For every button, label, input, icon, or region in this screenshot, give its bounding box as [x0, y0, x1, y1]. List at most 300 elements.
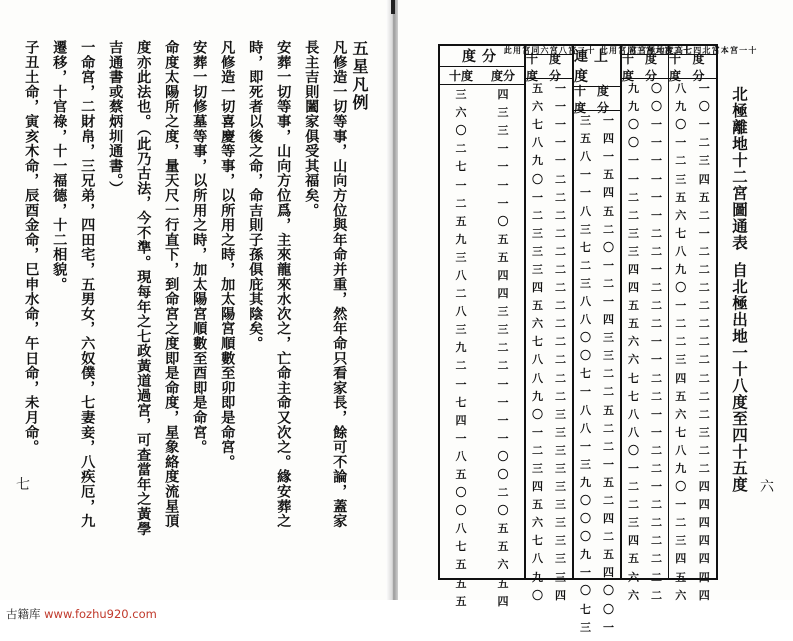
cell-digit: 一	[675, 299, 687, 313]
cell-digit: 二	[698, 208, 710, 222]
table-cell	[440, 555, 524, 573]
cell-digit: 二	[455, 287, 467, 301]
cell-digit: 三	[555, 443, 566, 457]
table-cell	[574, 600, 620, 618]
table-cell	[574, 563, 620, 581]
cell-digit: 七	[628, 389, 639, 403]
cell-digit: 四	[455, 413, 467, 427]
table-cell	[526, 477, 572, 495]
cell-digit: 二	[651, 498, 662, 512]
cell-digit: 八	[532, 552, 543, 566]
table-cell	[622, 224, 668, 242]
cell-digit: 六	[532, 100, 543, 114]
cell-digit: 二	[603, 421, 614, 435]
cell-digit: 四	[603, 132, 614, 146]
column-header-1: 十一宮 本宮北四七 高度地 極宮宮	[628, 46, 758, 54]
cell-digit: 三	[603, 349, 614, 363]
table-cell	[574, 473, 620, 491]
cell-digit: 五	[455, 594, 467, 608]
table-cell	[622, 459, 668, 477]
cell-digit: 三	[580, 620, 591, 634]
cell-digit: 一	[497, 395, 509, 409]
table-cell	[440, 320, 524, 338]
cell-digit: 八	[580, 294, 591, 308]
cell-digit: 二	[603, 367, 614, 381]
table-cell	[574, 111, 620, 129]
cell-digit: 三	[675, 534, 687, 548]
text-column-12: 子丑土命，寅亥木命，辰酉金命，巳申水命，午日命，未月命。	[23, 40, 40, 455]
table-cell	[669, 188, 716, 206]
cell-digit: 〇	[580, 494, 591, 508]
cell-digit: 八	[580, 313, 591, 327]
table-cell	[440, 302, 524, 320]
cell-digit: 五	[675, 389, 687, 403]
cell-digit: 二	[555, 244, 566, 258]
cell-digit: 六	[455, 106, 467, 120]
table-cell	[669, 151, 716, 169]
cell-digit: 二	[651, 516, 662, 530]
cell-digit: 四	[628, 534, 639, 548]
cell-digit: 二	[555, 281, 566, 295]
table-cell	[622, 260, 668, 278]
cell-digit: 三	[580, 276, 591, 290]
cell-digit: 二	[651, 552, 662, 566]
table-cell	[440, 338, 524, 356]
cell-digit: 〇	[675, 480, 687, 494]
cell-digit: 九	[532, 570, 543, 584]
cell-digit: 〇	[497, 504, 509, 518]
cell-digit: 三	[532, 244, 543, 258]
cell-digit: 二	[580, 258, 591, 272]
cell-digit: 四	[603, 186, 614, 200]
cell-digit: 六	[675, 588, 687, 602]
cell-digit: 〇	[532, 588, 543, 602]
cell-digit: 〇	[651, 100, 662, 114]
table-cell	[669, 206, 716, 224]
cell-digit: 三	[580, 114, 591, 128]
cell-digit: 二	[651, 462, 662, 476]
table-cell	[574, 165, 620, 183]
cell-digit: 〇	[603, 240, 614, 254]
cell-digit: 一	[580, 385, 591, 399]
table-cell	[574, 455, 620, 473]
cell-digit: 五	[675, 570, 687, 584]
cell-digit: 二	[628, 480, 639, 494]
cell-digit: 七	[532, 118, 543, 132]
cell-digit: 二	[555, 371, 566, 385]
table-cell	[622, 188, 668, 206]
table-cell	[622, 151, 668, 169]
cell-digit: 九	[455, 341, 467, 355]
cell-digit: 二	[698, 244, 710, 258]
cell-digit: 一	[651, 262, 662, 276]
table-cell	[622, 278, 668, 296]
text-column-6: 安葬一切修墓等事，以所用之時，加太陽宮順數至酉即是命宮。	[191, 40, 208, 455]
cell-digit: 三	[555, 425, 566, 439]
cell-digit: 四	[675, 371, 687, 385]
cell-digit: 二	[628, 190, 639, 204]
cell-digit: 七	[675, 425, 687, 439]
cell-digit: 二	[651, 570, 662, 584]
table-cell	[669, 224, 716, 242]
cell-digit: 二	[698, 317, 710, 331]
table-cell	[526, 242, 572, 260]
cell-digit: 二	[651, 299, 662, 313]
cell-digit: 〇	[497, 468, 509, 482]
table-cell	[622, 549, 668, 567]
column-subheader-2: 十度 度分	[622, 55, 668, 79]
table-cell	[526, 260, 572, 278]
cell-digit: 四	[698, 498, 710, 512]
cell-digit: 三	[555, 516, 566, 530]
cell-digit: 三	[532, 462, 543, 476]
cell-digit: 一	[651, 425, 662, 439]
cell-digit: 四	[555, 588, 566, 602]
cell-digit: 六	[675, 208, 687, 222]
cell-digit: 一	[497, 160, 509, 174]
cell-digit: 二	[603, 439, 614, 453]
footer	[6, 606, 157, 622]
cell-digit: 四	[532, 480, 543, 494]
cell-digit: 二	[532, 208, 543, 222]
cell-digit: 二	[628, 208, 639, 222]
table-cell	[622, 79, 668, 97]
cell-digit: 二	[698, 389, 710, 403]
cell-digit: 〇	[698, 100, 710, 114]
table-cell	[526, 568, 572, 586]
column-header-4: 十二宮 八宮六 同宮 用此	[503, 46, 596, 54]
cell-digit: 三	[628, 226, 639, 240]
cell-digit: 一	[455, 431, 467, 445]
cell-digit: 六	[628, 335, 639, 349]
cell-digit: 〇	[580, 584, 591, 598]
text-column-10: 一命宮，二財帛，三兄弟，四田宅，五男女，六奴僕，七妻妾，八疾厄，九	[79, 40, 96, 529]
table-cell	[440, 230, 524, 248]
cell-digit: 二	[497, 486, 509, 500]
table-cell	[440, 501, 524, 519]
cell-digit: 二	[675, 516, 687, 530]
table-cell	[440, 411, 524, 429]
cell-digit: 九	[532, 154, 543, 168]
table-cell	[526, 531, 572, 549]
cell-digit: 二	[651, 389, 662, 403]
cell-digit: 〇	[651, 82, 662, 96]
cell-digit: 三	[455, 323, 467, 337]
table-cell	[622, 387, 668, 405]
cell-digit: 一	[698, 226, 710, 240]
cell-digit: 六	[628, 570, 639, 584]
cell-digit: 四	[698, 552, 710, 566]
table-cell	[526, 224, 572, 242]
table-cell	[669, 296, 716, 314]
table-cell	[526, 369, 572, 387]
cell-digit: 一	[603, 294, 614, 308]
cell-digit: 一	[497, 413, 509, 427]
cell-digit: 三	[555, 498, 566, 512]
cell-digit: 四	[675, 552, 687, 566]
footer-label: 古籍库	[6, 607, 41, 621]
cell-digit: 二	[675, 335, 687, 349]
cell-digit: 〇	[497, 449, 509, 463]
cell-digit: 九	[675, 462, 687, 476]
page-number-right: 六	[760, 479, 774, 495]
cell-digit: 五	[532, 498, 543, 512]
cell-digit: 三	[532, 262, 543, 276]
cell-digit: 四	[603, 313, 614, 327]
table-cell	[440, 157, 524, 175]
cell-digit: 三	[497, 106, 509, 120]
cell-digit: 二	[698, 371, 710, 385]
cell-digit: 三	[497, 323, 509, 337]
table-cell	[622, 513, 668, 531]
cell-digit: 〇	[455, 124, 467, 138]
cell-digit: 三	[555, 462, 566, 476]
cell-digit: 四	[628, 281, 639, 295]
cell-digit: 三	[698, 425, 710, 439]
table-column-3	[572, 46, 620, 634]
table-cell	[574, 545, 620, 563]
text-column-1: 凡修造一切等事，山向方位與年命并重，然年命只看家長，餘可不論，蓋家	[331, 40, 348, 529]
cell-digit: 一	[580, 439, 591, 453]
cell-digit: 八	[532, 371, 543, 385]
cell-digit: 一	[628, 172, 639, 186]
table-cell	[622, 495, 668, 513]
page-number-left: 七	[16, 477, 30, 493]
table-cell	[440, 103, 524, 121]
cell-digit: 一	[651, 190, 662, 204]
table-cell	[440, 139, 524, 157]
cell-digit: 三	[555, 407, 566, 421]
cell-digit: 二	[555, 353, 566, 367]
cell-digit: 五	[628, 299, 639, 313]
cell-digit: 五	[497, 540, 509, 554]
cell-digit: 八	[628, 407, 639, 421]
table-cell	[574, 147, 620, 165]
cell-digit: 二	[698, 407, 710, 421]
cell-digit: 二	[555, 299, 566, 313]
column-header-3: 連上度	[574, 46, 620, 87]
table-cell	[669, 369, 716, 387]
cell-digit: 二	[698, 281, 710, 295]
table-cell	[622, 133, 668, 151]
cell-digit: 七	[628, 371, 639, 385]
table-cell	[526, 332, 572, 350]
cell-digit: 七	[675, 226, 687, 240]
table-cell	[526, 387, 572, 405]
cell-digit: 六	[497, 558, 509, 572]
cell-digit: 二	[698, 262, 710, 276]
table-cell	[440, 266, 524, 284]
cell-digit: 一	[651, 407, 662, 421]
cell-digit: 〇	[532, 407, 543, 421]
table-cell	[440, 465, 524, 483]
cell-digit: 一	[628, 462, 639, 476]
cell-digit: 七	[532, 534, 543, 548]
cell-digit: 〇	[603, 584, 614, 598]
table-cell	[574, 292, 620, 310]
cell-digit: 一	[497, 431, 509, 445]
cell-digit: 一	[603, 258, 614, 272]
cell-digit: 一	[532, 425, 543, 439]
table-cell	[622, 332, 668, 350]
table-cell	[669, 115, 716, 133]
cell-digit: 二	[455, 142, 467, 156]
table-cell	[622, 423, 668, 441]
cell-digit: 四	[497, 287, 509, 301]
cell-digit: 一	[603, 457, 614, 471]
cell-digit: 一	[455, 377, 467, 391]
cell-digit: 〇	[628, 118, 639, 132]
cell-digit: 一	[675, 498, 687, 512]
cell-digit: 四	[698, 534, 710, 548]
cell-digit: 五	[698, 190, 710, 204]
footer-site-link[interactable]: www.fozhu920.com	[44, 607, 157, 621]
cell-digit: 三	[675, 353, 687, 367]
table-cell	[622, 586, 668, 604]
table-cell	[574, 274, 620, 292]
cell-digit: 五	[455, 468, 467, 482]
table-cell	[526, 169, 572, 187]
table-cell	[669, 133, 716, 151]
cell-digit: 八	[455, 449, 467, 463]
cell-digit: 二	[651, 244, 662, 258]
table-cell	[440, 121, 524, 139]
cell-digit: 三	[675, 172, 687, 186]
cell-digit: 一	[497, 142, 509, 156]
cell-digit: 一	[555, 154, 566, 168]
table-column-2	[599, 46, 692, 602]
left-page	[0, 0, 390, 600]
cell-digit: 三	[603, 331, 614, 345]
column-subheader-4: 十度 度分	[526, 55, 572, 79]
table-cell	[440, 356, 524, 374]
cell-digit: 二	[675, 317, 687, 331]
cell-digit: 二	[555, 262, 566, 276]
cell-digit: 八	[675, 443, 687, 457]
cell-digit: 一	[651, 172, 662, 186]
table-cell	[574, 491, 620, 509]
cell-digit: 二	[698, 299, 710, 313]
table-cell	[669, 423, 716, 441]
cell-digit: 九	[628, 100, 639, 114]
cell-digit: 四	[698, 172, 710, 186]
cell-digit: 六	[628, 353, 639, 367]
table-cell	[574, 328, 620, 346]
cell-digit: 一	[651, 136, 662, 150]
cell-digit: 九	[455, 232, 467, 246]
column-subheader-5: 十度 度分	[440, 67, 524, 85]
table-cell	[622, 97, 668, 115]
cell-digit: 四	[628, 262, 639, 276]
cell-digit: 一	[603, 114, 614, 128]
table-cell	[669, 405, 716, 423]
cell-digit: 〇	[497, 214, 509, 228]
cell-digit: 二	[698, 353, 710, 367]
cell-digit: 五	[603, 548, 614, 562]
cell-digit: 〇	[455, 486, 467, 500]
cell-digit: 九	[532, 389, 543, 403]
cell-digit: 三	[555, 552, 566, 566]
cell-digit: 六	[628, 588, 639, 602]
cell-digit: 五	[603, 168, 614, 182]
cell-digit: 〇	[580, 530, 591, 544]
cell-digit: 八	[532, 353, 543, 367]
cell-digit: 七	[455, 395, 467, 409]
cell-digit: 〇	[628, 443, 639, 457]
cell-digit: 二	[603, 494, 614, 508]
cell-digit: 二	[603, 276, 614, 290]
table-cell	[574, 220, 620, 238]
cell-digit: 一	[555, 118, 566, 132]
table-cell	[574, 527, 620, 545]
table-column-5	[440, 46, 524, 608]
cell-digit: 二	[555, 226, 566, 240]
cell-digit: 二	[698, 335, 710, 349]
cell-digit: 二	[555, 389, 566, 403]
cell-digit: 五	[455, 214, 467, 228]
table-cell	[622, 206, 668, 224]
cell-digit: 一	[603, 620, 614, 634]
cell-digit: 二	[555, 208, 566, 222]
cell-digit: 一	[555, 136, 566, 150]
text-column-3: 安葬一切等事，山向方位爲，主來龍來水次之，亡命主命又次之。緣安葬之	[275, 40, 292, 529]
cell-digit: 二	[651, 226, 662, 240]
cell-digit: 七	[580, 602, 591, 616]
cell-digit: 三	[628, 244, 639, 258]
cell-digit: 四	[497, 268, 509, 282]
cell-digit: 五	[532, 299, 543, 313]
cell-digit: 一	[651, 118, 662, 132]
table-cell	[574, 238, 620, 256]
cell-digit: 二	[555, 335, 566, 349]
table-cell	[669, 568, 716, 586]
table-cell	[574, 382, 620, 400]
cell-digit: 七	[580, 367, 591, 381]
cell-digit: 九	[628, 82, 639, 96]
cell-digit: 五	[628, 552, 639, 566]
table-cell	[669, 459, 716, 477]
cell-digit: 一	[628, 154, 639, 168]
cell-digit: 一	[698, 118, 710, 132]
cell-digit: 二	[651, 443, 662, 457]
table-cell	[440, 175, 524, 193]
cell-digit: 二	[675, 154, 687, 168]
text-column-7: 命度太陽所之度，量天尺一行直下，到命宮之度即是命度，星象絡度流星頂	[163, 40, 180, 529]
text-column-4: 時，即死者以後之命，命吉則子孫俱庇其陰矣。	[247, 40, 264, 351]
cell-digit: 八	[455, 522, 467, 536]
cell-digit: 二	[651, 534, 662, 548]
cell-digit: 一	[455, 178, 467, 192]
table-cell	[526, 188, 572, 206]
cell-digit: 一	[651, 480, 662, 494]
cell-digit: 一	[555, 100, 566, 114]
table-cell	[440, 375, 524, 393]
table-cell	[669, 477, 716, 495]
table-cell	[669, 387, 716, 405]
cell-digit: 四	[603, 566, 614, 580]
cell-digit: 二	[455, 196, 467, 210]
cell-digit: 二	[532, 443, 543, 457]
table-cell	[669, 169, 716, 187]
table-cell	[669, 314, 716, 332]
text-column-9: 吉通書或蔡炳圳通書。）	[107, 40, 124, 196]
cell-digit: 八	[455, 305, 467, 319]
table-cell	[526, 97, 572, 115]
table-cell	[669, 441, 716, 459]
cell-digit: 〇	[675, 118, 687, 132]
table-title: 北極離地十二宮圖通表	[730, 86, 749, 251]
cell-digit: 〇	[628, 136, 639, 150]
